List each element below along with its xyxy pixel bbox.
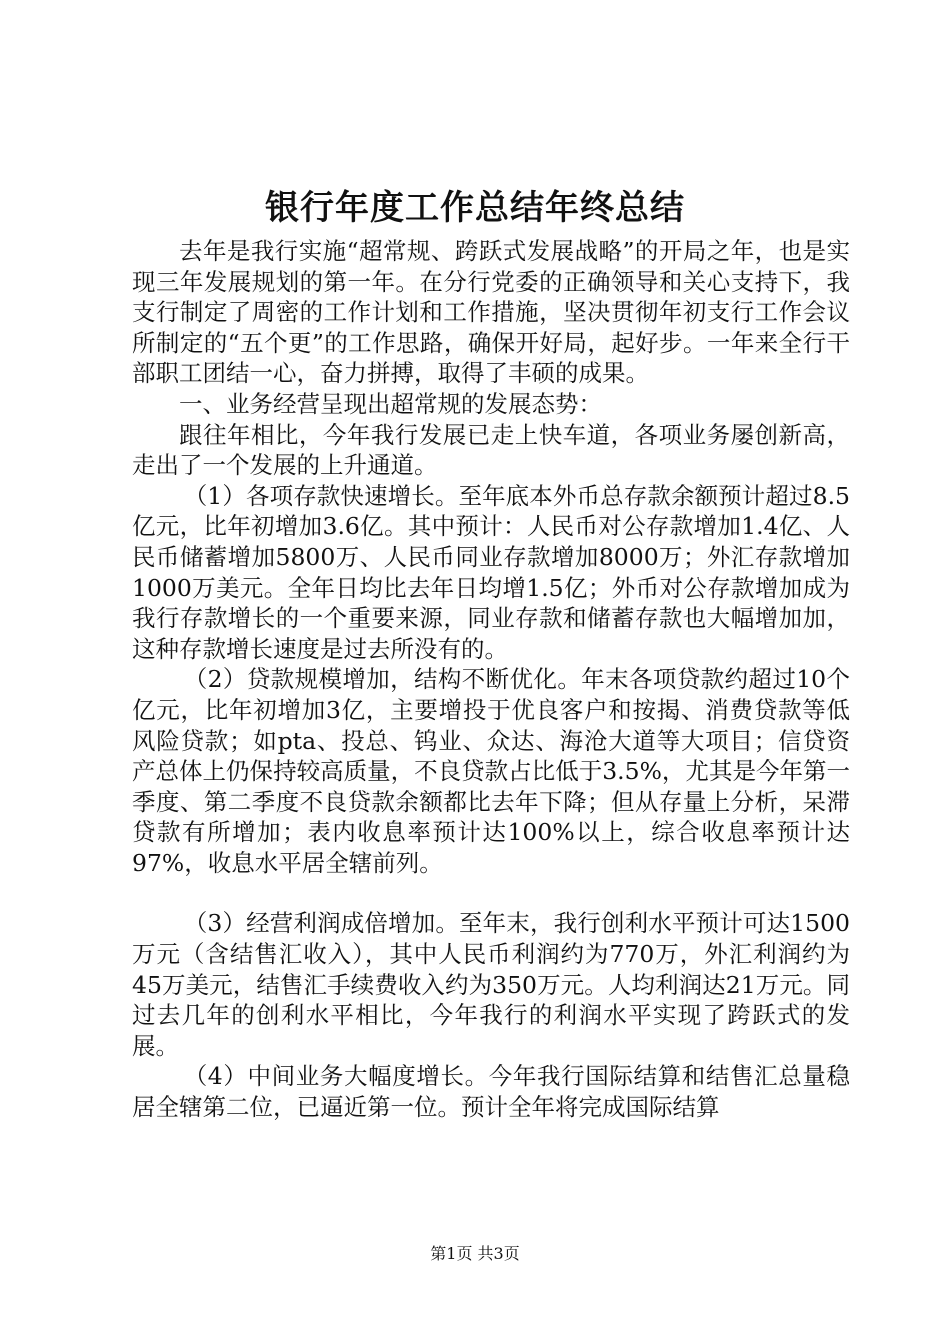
paragraph-intermediate-business: （4）中间业务大幅度增长。今年我行国际结算和结售汇总量稳居全辖第二位，已逼近第一位。预计全年将完成国际结算	[132, 1062, 850, 1122]
paragraph-overview: 跟往年相比，今年我行发展已走上快车道，各项业务屡创新高，走出了一个发展的上升通道。	[132, 420, 850, 480]
section-heading: 一、业务经营呈现出超常规的发展态势：	[179, 389, 602, 418]
paragraph-deposits: （1）各项存款快速增长。至年底本外币总存款余额预计超过8.5亿元，比年初增加3.6亿。其中预计：人民币对公存款增加1.4亿、人民币储蓄增加5800万、人民币同业存款增加8000万；外汇存款增加1000万美元。全年日均比去年日均增1.5亿；外币对公存款增加成为我行存款增长的一个重要来源，同业存款和储蓄存款也大幅增加加，这种存款增长速度是过去所没有的。	[132, 481, 850, 663]
document-body	[132, 236, 850, 1123]
paragraph-loans: （2）贷款规模增加，结构不断优化。年末各项贷款约超过10个亿元，比年初增加3亿，主要增投于优良客户和按揭、消费贷款等低风险贷款；如pta、投总、钨业、众达、海沧大道等大项目；信贷资产总体上仍保持较高质量，不良贷款占比低于3.5%，尤其是今年第一季度、第二季度不良贷款余额都比去年下降；但从存量上分析，呆滞贷款有所增加；表内收息率预计达100%以上，综合收息率预计达97%，收息水平居全辖前列。	[132, 665, 850, 877]
paragraph-intro: 去年是我行实施“超常规、跨跃式发展战略”的开局之年，也是实现三年发展规划的第一年。在分行党委的正确领导和关心支持下，我支行制定了周密的工作计划和工作措施，坚决贯彻年初支行工作会议所制定的“五个更”的工作思路，确保开好局，起好步。一年来全行干部职工团结一心，奋力拼搏，取得了丰硕的成果。	[132, 237, 850, 388]
page-footer: 第1页 共3页	[430, 1244, 520, 1263]
document-title: 银行年度工作总结年终总结	[265, 188, 685, 228]
paragraph-profit: （3）经营利润成倍增加。至年末，我行创利水平预计可达1500万元（含结售汇收入），其中人民币利润约为770万，外汇利润约为45万美元，结售汇手续费收入约为350万元。人均利润达21万元。同过去几年的创利水平相比，今年我行的利润水平实现了跨跃式的发展。	[132, 909, 850, 1060]
